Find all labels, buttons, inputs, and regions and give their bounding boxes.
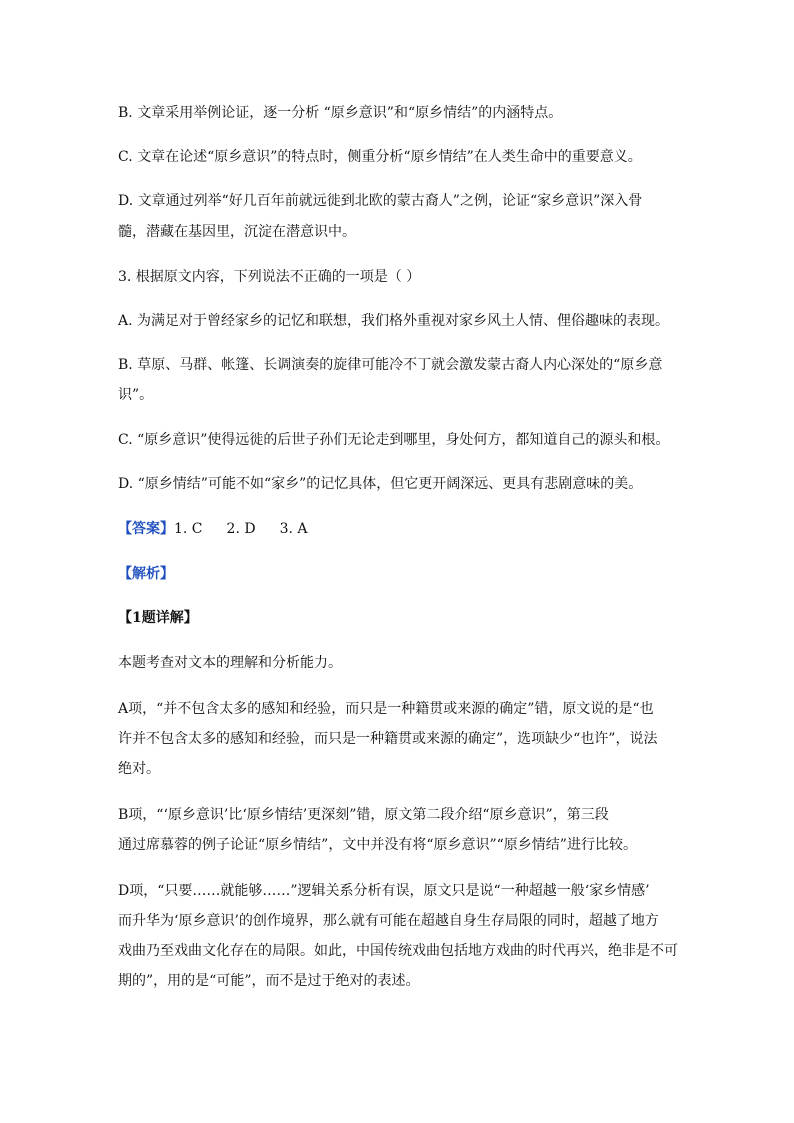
answer-line — [118, 519, 678, 539]
analysis-a-line-1: A项，“并不包含太多的感知和经验，而只是一种籍贯或来源的确定”错，原文说的是“也 — [118, 701, 654, 717]
analysis-tag: 【解析】 — [118, 566, 174, 582]
answer-tag: 【答案】 — [118, 521, 174, 537]
option-c-line: C. 文章在论述“原乡意识”的特点时，侧重分析“原乡情结”在人类生命中的重要意义。 — [118, 149, 642, 165]
answer-3: 3. A — [279, 521, 308, 537]
q3-option-a: A. 为满足对于曾经家乡的记忆和联想，我们格外重视对家乡风土人情、俚俗趣味的表现。 — [118, 313, 670, 329]
answer-1: 1. C — [174, 521, 203, 537]
detail-tag: 【1题详解】 — [118, 610, 198, 626]
analysis-d-line-4: 期的”，用的是“可能”，而不是过于绝对的表述。 — [118, 973, 420, 989]
analysis-d-line-2: 而升华为‘原乡意识’的创作境界，那么就有可能在超越自身生存局限的同时，超越了地方 — [118, 913, 659, 929]
answer-2: 2. D — [226, 521, 256, 537]
analysis-b-line-1: B项，“‘原乡意识’比‘原乡情结’更深刻”错，原文第二段介绍“原乡意识”，第三段 — [118, 807, 609, 823]
analysis-b-line-2: 通过席慕蓉的例子论证“原乡情结”，文中并没有将“原乡意识”“原乡情结”进行比较。 — [118, 837, 637, 853]
q3-option-d: D. “原乡情结”可能不如“家乡”的记忆具体，但它更开阔深远、更具有悲剧意味的美。 — [118, 476, 643, 492]
option-b-line: B. 文章采用举例论证，逐一分析 “原乡意识”和“原乡情结”的内涵特点。 — [118, 105, 563, 121]
q3-option-b-line-1: B. 草原、马群、帐篷、长调演奏的旋律可能冷不丁就会激发蒙古裔人内心深处的“原乡意 — [118, 357, 663, 373]
analysis-a-line-3: 绝对。 — [118, 761, 160, 777]
question-3: 3. 根据原文内容，下列说法不正确的一项是（ ） — [118, 269, 421, 285]
analysis-d-line-1: D项，“只要……就能够……”逻辑关系分析有误，原文只是说“一种超越一般‘家乡情感’ — [118, 883, 650, 899]
q3-option-c: C. “原乡意识”使得远徙的后世子孙们无论走到哪里，身处何方，都知道自己的源头和根。 — [118, 432, 670, 448]
analysis-d-line-3: 戏曲乃至戏曲文化存在的局限。如此，中国传统戏曲包括地方戏曲的时代再兴，绝非是不可 — [118, 943, 678, 959]
intro-line: 本题考查对文本的理解和分析能力。 — [118, 655, 342, 671]
q3-option-b-line-2: 识”。 — [118, 387, 154, 403]
option-d-line-1: D. 文章通过列举“好几百年前就远徙到北欧的蒙古裔人”之例，论证“家乡意识”深入骨 — [118, 193, 643, 209]
analysis-a-line-2: 许并不包含太多的感知和经验，而只是一种籍贯或来源的确定”，选项缺少“也许”，说法 — [118, 731, 658, 747]
option-d-line-2: 髓，潜藏在基因里，沉淀在潜意识中。 — [118, 224, 356, 240]
